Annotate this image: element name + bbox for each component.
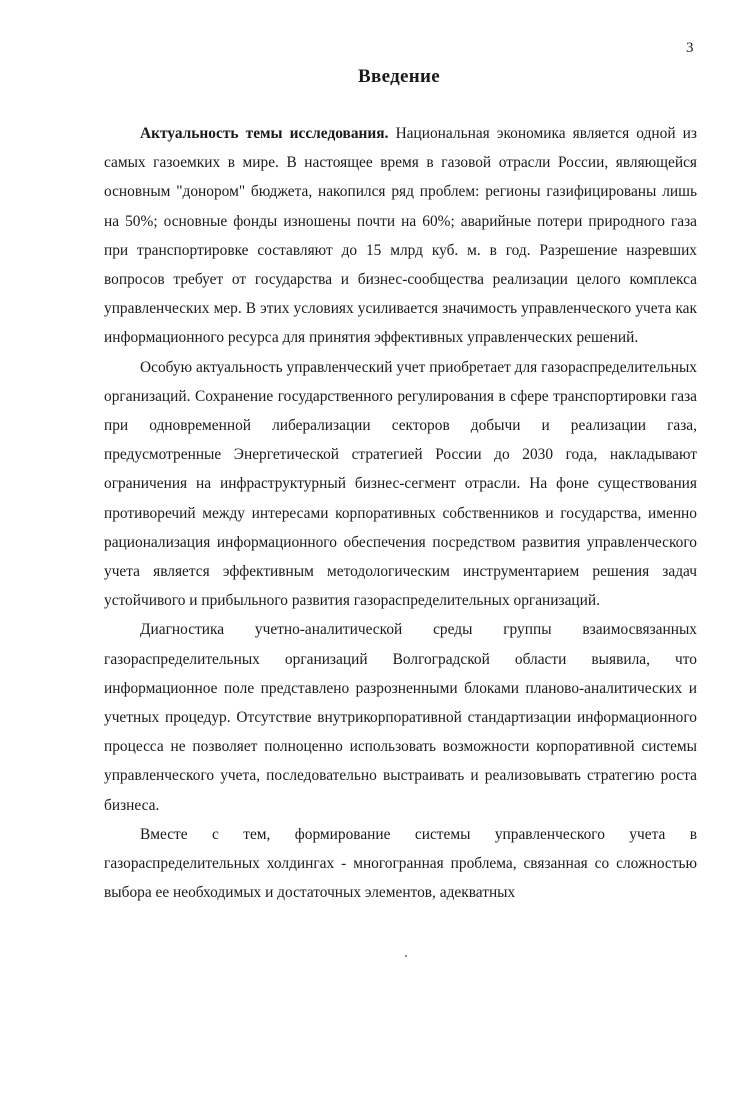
page-title: Введение (358, 66, 440, 87)
paragraph-2: Особую актуальность управленческий учет приобретает для газораспределительных организаций. Сохранение государственного регулирования в сфере транспортировки газа при одновременной либерализации секторов добычи и реализации газа, предусмотренные Энергетической стратегией России до 2030 года, накладывают ограничения на инфраструктурный бизнес-сегмент отрасли. На фоне существования противоречий между интересами корпоративных собственников и государства, именно рационализация информационного обеспечения посредством развития управленческого учета является эффективным методологическим инструментарием решения задач устойчивого и прибыльного развития газораспределительных организаций. (104, 358, 697, 610)
scan-dot (405, 955, 407, 957)
paragraph-4: Вместе с тем, формирование системы управленческого учета в газораспределительных холдингах - многогранная проблема, связанная со сложностью выбора ее необходимых и достаточных элементов, адекватных (104, 825, 697, 902)
page-number: 3 (686, 40, 694, 56)
paragraph-1 (104, 119, 697, 353)
paragraph-lead: Актуальность темы исследования. (140, 125, 389, 142)
paragraph-text: Национальная экономика является одной из самых газоемких в мире. В настоящее время в газовой отрасли России, являющейся основным "донором" бюджета, накопился ряд проблем: регионы газифицированы лишь на 50%; основные фонды изношены почти на 60%; аварийные потери природного газа при транспортировке составляют до 15 млрд куб. м. в год. Разрешение назревших вопросов требует от государства и бизнес-сообщества реализации целого комплекса управленческих мер. В этих условиях усиливается значимость управленческого учета как информационного ресурса для принятия эффективных управленческих решений. (104, 125, 697, 347)
paragraph-3: Диагностика учетно-аналитической среды группы взаимосвязанных газораспределительных организаций Волгоградской области выявила, что информационное поле представлено разрозненными блоками планово-аналитических и учетных процедур. Отсутствие внутрикорпоративной стандартизации информационного процесса не позволяет полноценно использовать возможности корпоративной системы управленческого учета, последовательно выстраивать и реализовывать стратегию роста бизнеса. (104, 621, 697, 814)
document-body (104, 119, 697, 907)
